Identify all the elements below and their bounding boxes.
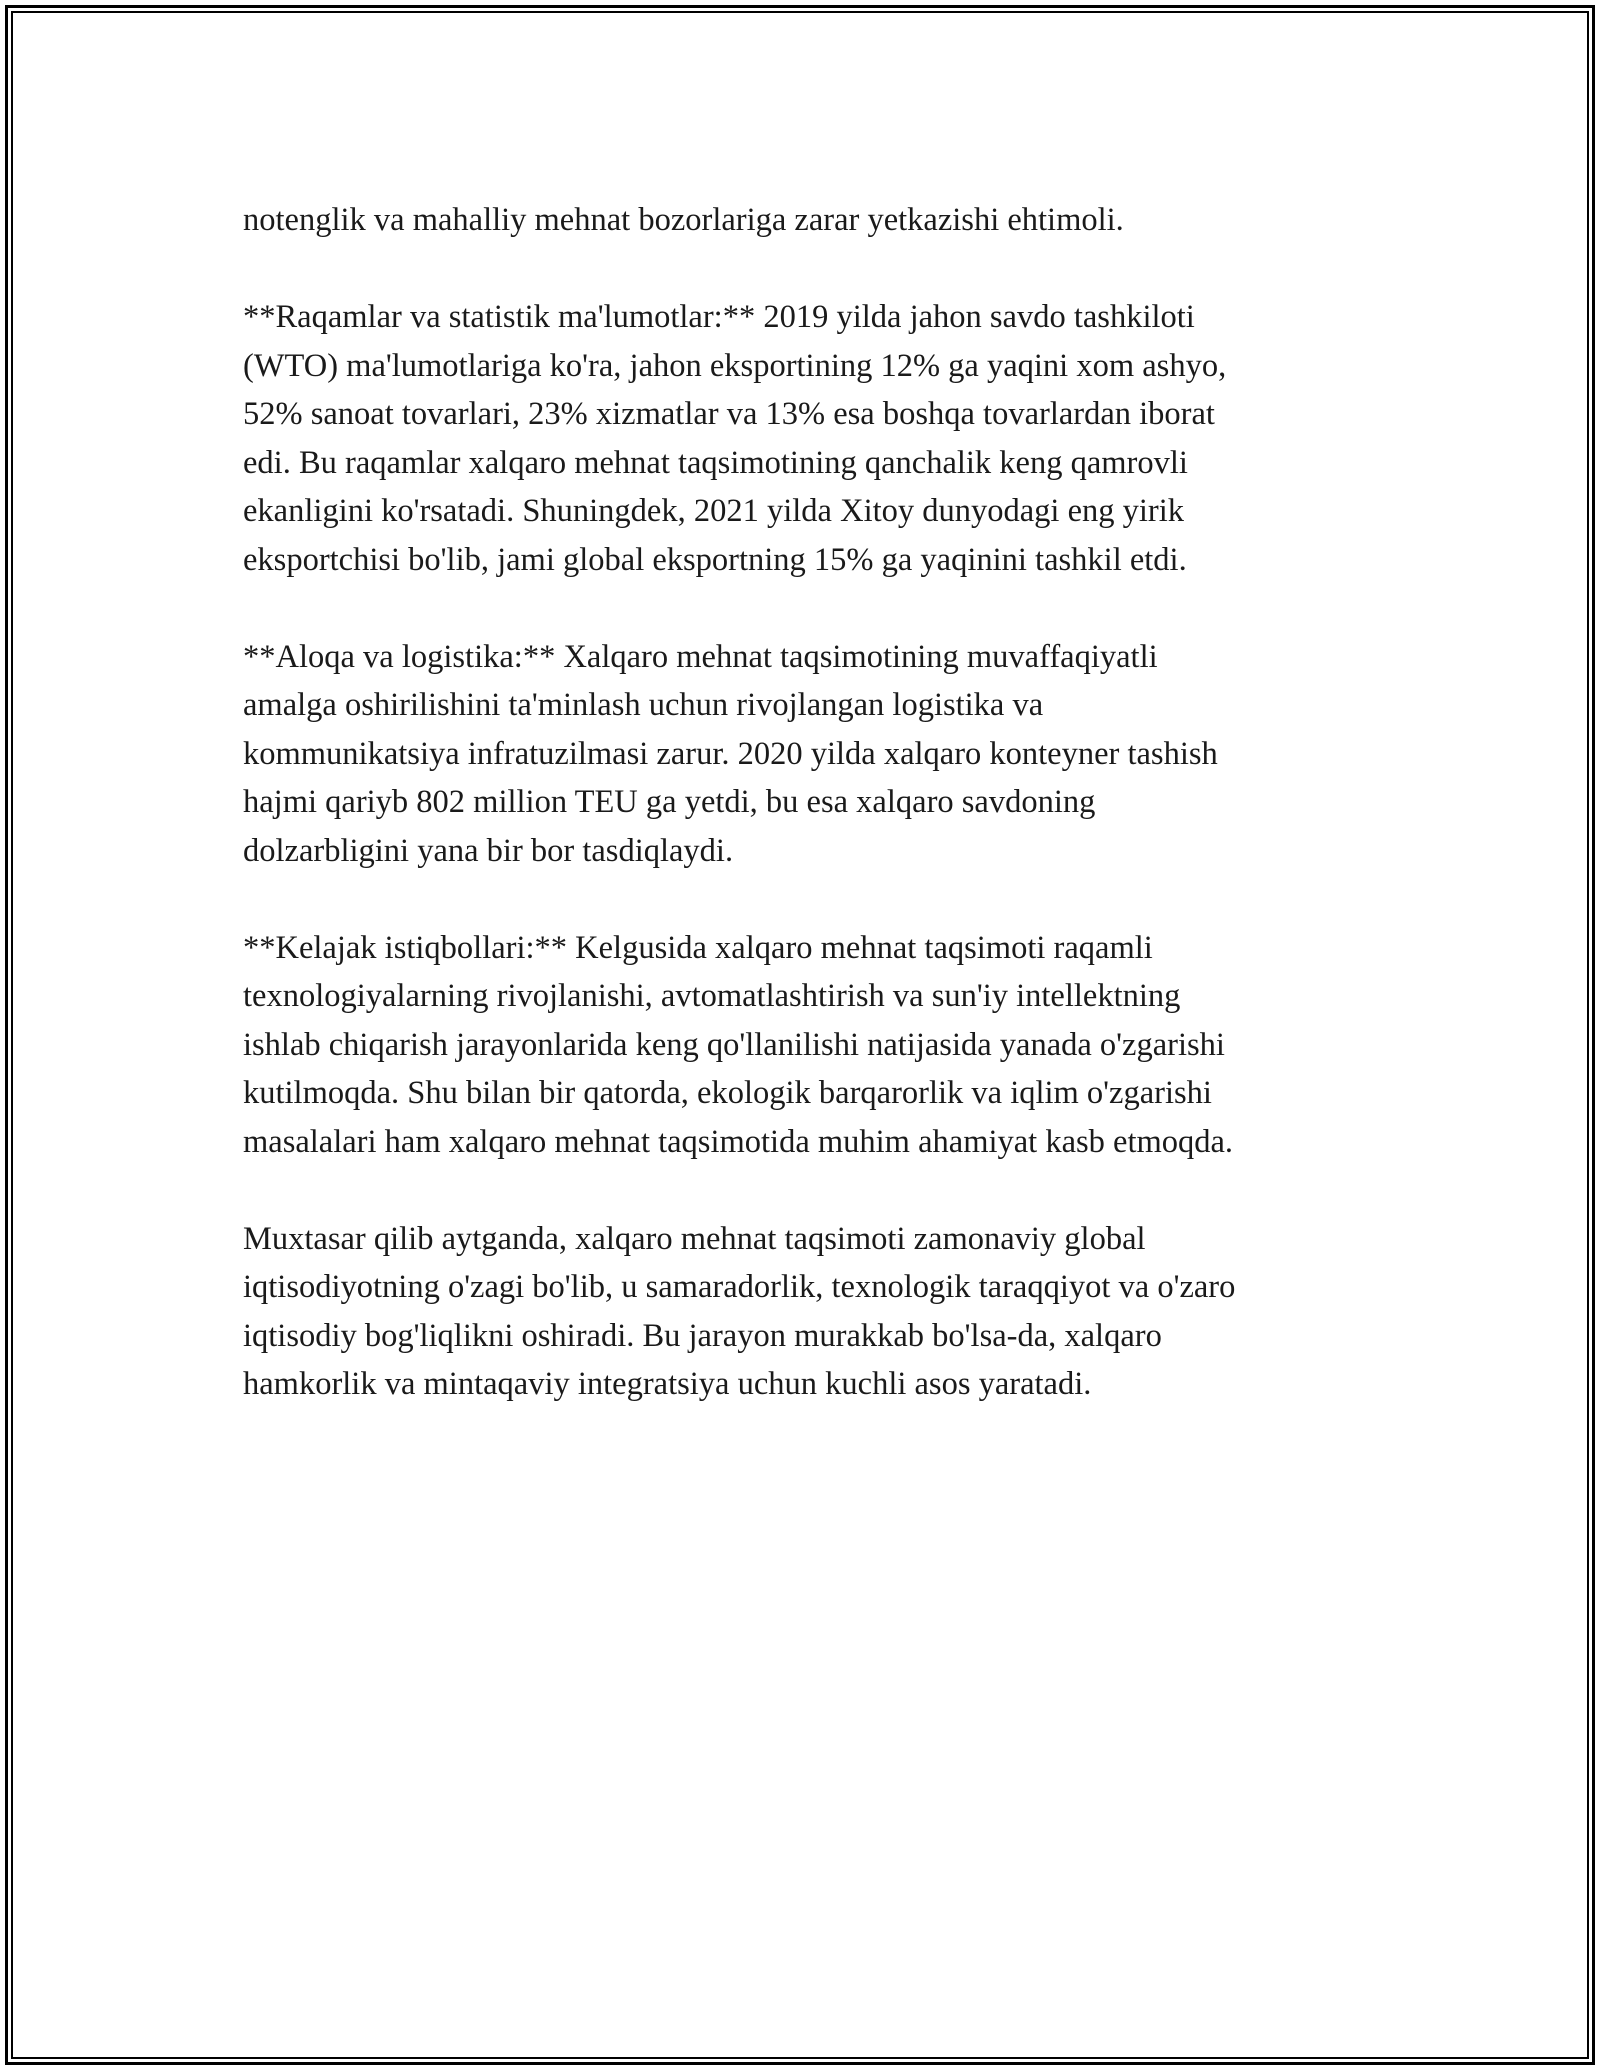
text-line: 52% sanoat tovarlari, 23% xizmatlar va 13% esa boshqa tovarlardan iborat — [243, 396, 1215, 432]
text-line: edi. Bu raqamlar xalqaro mehnat taqsimotining qanchalik keng qamrovli — [243, 444, 1188, 481]
text-line: **Kelajak istiqbollari:** Kelgusida xalqaro mehnat taqsimoti raqamli — [243, 929, 1153, 966]
text-line: eksportchisi bo'lib, jami global eksportning 15% ga yaqinini tashkil etdi. — [243, 541, 1187, 578]
text-line: **Aloqa va logistika:** Xalqaro mehnat taqsimotining muvaffaqiyatli — [243, 638, 1158, 675]
paragraph-continuation — [243, 196, 1373, 245]
text-line: hamkorlik va mintaqaviy integratsiya uchun kuchli asos yaratadi. — [243, 1366, 1092, 1402]
text-line: ekanligini ko'rsatadi. Shuningdek, 2021 yilda Xitoy dunyodagi eng yirik — [243, 493, 1185, 529]
text-line: masalalari ham xalqaro mehnat taqsimotida muhim ahamiyat kasb etmoqda. — [243, 1123, 1234, 1160]
paragraph-logistics — [243, 633, 1373, 876]
text-line: texnologiyalarning rivojlanishi, avtomatlashtirish va sun'iy intellektning — [243, 978, 1181, 1014]
text-line: iqtisodiyotning o'zagi bo'lib, u samaradorlik, texnologik taraqqiyot va o'zaro — [243, 1269, 1236, 1305]
text-line: Muxtasar qilib aytganda, xalqaro mehnat taqsimoti zamonaviy global — [243, 1220, 1146, 1257]
text-line: iqtisodiy bog'liqlikni oshiradi. Bu jarayon murakkab bo'lsa-da, xalqaro — [243, 1317, 1162, 1354]
text-line: ishlab chiqarish jarayonlarida keng qo'llanilishi natijasida yanada o'zgarishi — [243, 1026, 1225, 1063]
text-line: dolzarbligini yana bir bor tasdiqlaydi. — [243, 832, 734, 869]
paragraph-conclusion — [243, 1215, 1373, 1409]
text-line: amalga oshirilishini ta'minlash uchun rivojlangan logistika va — [243, 687, 1044, 723]
text-line: **Raqamlar va statistik ma'lumotlar:** 2019 yilda jahon savdo tashkiloti — [243, 299, 1195, 335]
paragraph-future-prospects — [243, 924, 1373, 1167]
text-line: kommunikatsiya infratuzilmasi zarur. 2020 yilda xalqaro konteyner tashish — [243, 735, 1218, 772]
text-line: (WTO) ma'lumotlariga ko'ra, jahon eksportining 12% ga yaqini xom ashyo, — [243, 347, 1227, 384]
document-body — [243, 196, 1373, 1457]
text-line: hajmi qariyb 802 million TEU ga yetdi, bu esa xalqaro savdoning — [243, 784, 1096, 820]
text-line: notenglik va mahalliy mehnat bozorlariga zarar yetkazishi ehtimoli. — [243, 202, 1124, 238]
text-line: kutilmoqda. Shu bilan bir qatorda, ekologik barqarorlik va iqlim o'zgarishi — [243, 1075, 1212, 1111]
paragraph-statistics — [243, 293, 1373, 584]
page-frame — [5, 5, 1595, 2065]
